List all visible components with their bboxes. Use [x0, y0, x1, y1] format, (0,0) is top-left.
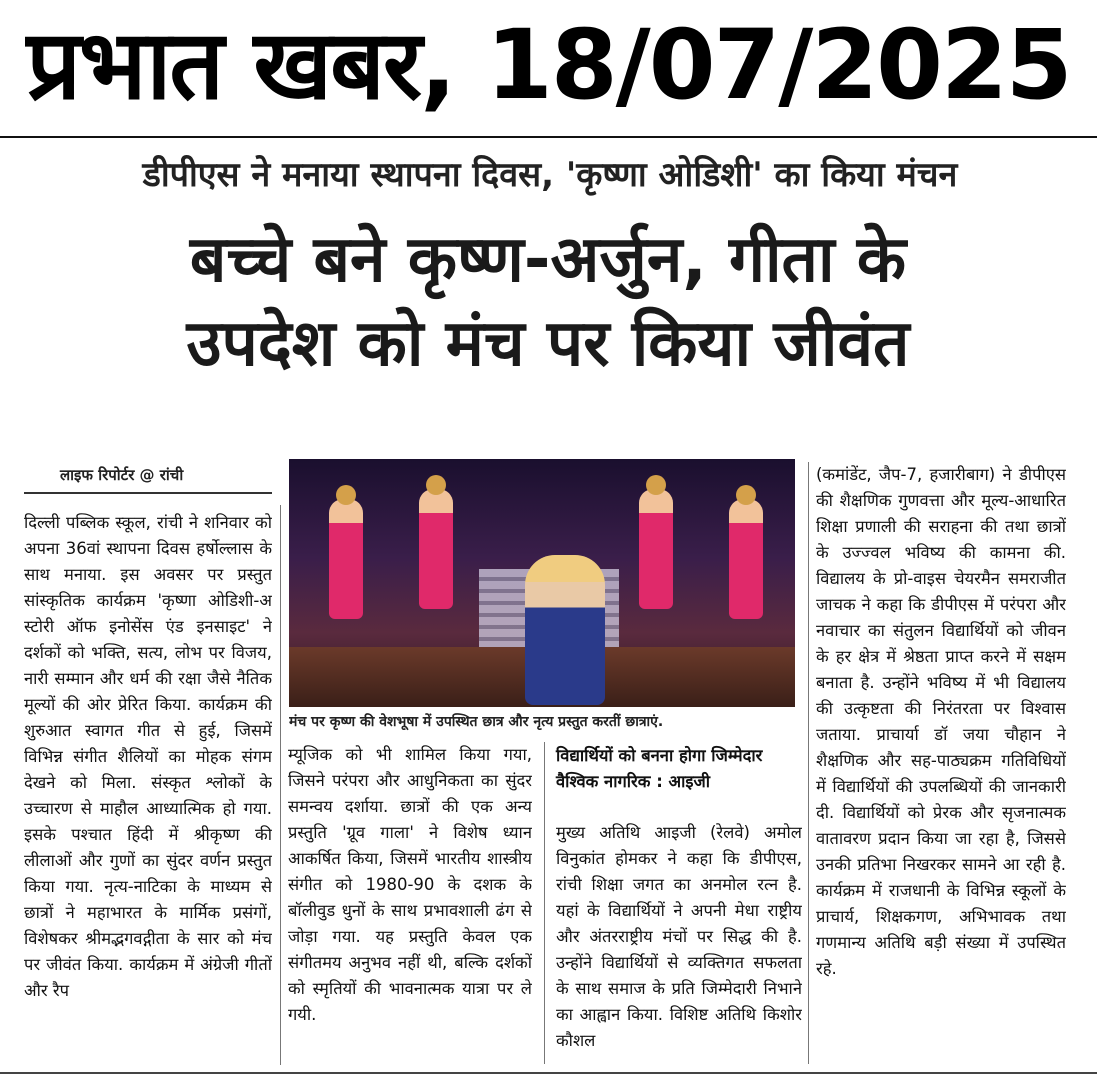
photo-dancer — [639, 489, 673, 609]
column-3-text: मुख्य अतिथि आइजी (रेलवे) अमोल विनुकांत होमकर ने कहा कि डीपीएस, रांची शिक्षा जगत का अनमोल रत्न है. यहां के विद्यार्थियों ने अपनी मेधा राष्ट्रीय और अंतरराष्ट्रीय मंचों पर सिद्ध की है. उन्होंने विद्यार्थियों से व्यक्तिगत सफलता के साथ समाज के प्रति जिम्मेदारी निभाने का आह्वान किया. विशिष्ट अतिथि किशोर कौशल — [556, 823, 802, 1050]
photo-krishna-figure — [525, 555, 605, 705]
subheading-line-1: विद्यार्थियों को बनना होगा जिम्मेदार — [556, 746, 763, 765]
newspaper-masthead: प्रभात खबर, 18/07/2025 — [26, 9, 1071, 121]
byline: लाइफ रिपोर्टर @ रांची — [60, 466, 184, 484]
article-column-1 — [24, 510, 272, 1070]
column-divider — [808, 462, 809, 1064]
article-column-3 — [556, 820, 802, 1065]
byline-divider — [24, 492, 272, 494]
article-photo — [289, 459, 795, 707]
subheading-line-2: वैश्विक नागरिक : आइजी — [556, 772, 711, 791]
article-kicker: डीपीएस ने मनाया स्थापना दिवस, 'कृष्णा ओडिशी' का किया मंचन — [142, 155, 958, 195]
article-column-2 — [288, 742, 532, 1062]
column-4-text: (कमांडेंट, जैप-7, हजारीबाग) ने डीपीएस की शैक्षणिक गुणवत्ता और मूल्य-आधारित शिक्षा प्रणाली की सराहना की तथा छात्रों के उज्ज्वल भविष्य की कामना की. विद्यालय के प्रो-वाइस चेयरमैन समराजीत जाचक ने कहा कि डीपीएस में परंपरा और नवाचार का संतुलन विद्यार्थियों को जीवन के हर क्षेत्र में श्रेष्ठता प्राप्त करने में सक्षम बनाता है. उन्होंने भविष्य में भी विद्यालय की उत्कृष्टता की निरंतरता पर विश्वास जताया. प्राचार्या डॉ जया चौहान ने शैक्षणिक और सह-पाठ्यक्रम गतिविधियों में विद्यार्थियों की उपलब्धियों की जानकारी दी. विद्यार्थियों को प्रेरक और सृजनात्मक वातावरण प्रदान किया जा रहा है, जिससे उनकी प्रतिभा निखरकर सामने आ रही है. कार्यक्रम में राजधानी के विभिन्न स्कूलों के प्राचार्य, शिक्षकगण, अभिभावक तथा गणमान्य अतिथि बड़ी संख्या में उपस्थित रहे. — [816, 465, 1066, 978]
bottom-divider — [0, 1072, 1097, 1074]
top-divider — [0, 136, 1097, 138]
photo-dancer — [329, 499, 363, 619]
headline-line-2: उपदेश को मंच पर किया जीवंत — [186, 307, 910, 381]
article-column-4 — [816, 462, 1066, 1064]
photo-dancer — [419, 489, 453, 609]
photo-dancer — [729, 499, 763, 619]
column-2-text: म्यूजिक को भी शामिल किया गया, जिसने परंपरा और आधुनिकता का सुंदर समन्वय दर्शाया. छात्रों की एक अन्य प्रस्तुति 'ग्रूव गाला' ने विशेष ध्यान आकर्षित किया, जिसमें भारतीय शास्त्रीय संगीत को 1980-90 के दशक के बॉलीवुड धुनों के साथ प्रभावशाली ढंग से जोड़ा गया. यह प्रस्तुति केवल एक संगीतमय अनुभव नहीं थी, बल्कि दर्शकों को स्मृतियों की भावनात्मक यात्रा पर ले गयी. — [288, 745, 532, 1024]
article-headline — [18, 218, 1078, 386]
photo-caption: मंच पर कृष्ण की वेशभूषा में उपस्थित छात्र और नृत्य प्रस्तुत करतीं छात्राएं. — [289, 714, 664, 730]
column-1-text: दिल्ली पब्लिक स्कूल, रांची ने शनिवार को अपना 36वां स्थापना दिवस हर्षोल्लास के साथ मनाया. इस अवसर पर प्रस्तुत सांस्कृतिक कार्यक्रम 'कृष्णा ओडिशी-अ स्टोरी ऑफ इनोसेंस एंड इनसाइट' ने दर्शकों को भक्ति, सत्य, लोभ पर विजय, नारी सम्मान और धर्म की रक्षा जैसे नैतिक मूल्यों की ओर प्रेरित किया. कार्यक्रम की शुरुआत स्वागत गीत से हुई, जिसमें विभिन्न संगीत शैलियों का मोहक संगम देखने को मिला. संस्कृत श्लोकों के उच्चारण से माहौल आध्यात्मिक हो गया. इसके पश्चात हिंदी में श्रीकृष्ण की लीलाओं और गुणों का सुंदर वर्णन प्रस्तुत किया गया. नृत्य-नाटिका के माध्यम से छात्रों ने महाभारत के मार्मिक प्रसंगों, विशेषकर श्रीमद्भगवद्गीता के सार को मंच पर जीवंत किया. कार्यक्रम में अंग्रेजी गीतों और रैप — [24, 513, 272, 1000]
column-divider — [280, 505, 281, 1065]
column-divider — [544, 742, 545, 1064]
headline-line-1: बच्चे बने कृष्ण-अर्जुन, गीता के — [189, 223, 907, 297]
article-subheading — [556, 743, 806, 795]
